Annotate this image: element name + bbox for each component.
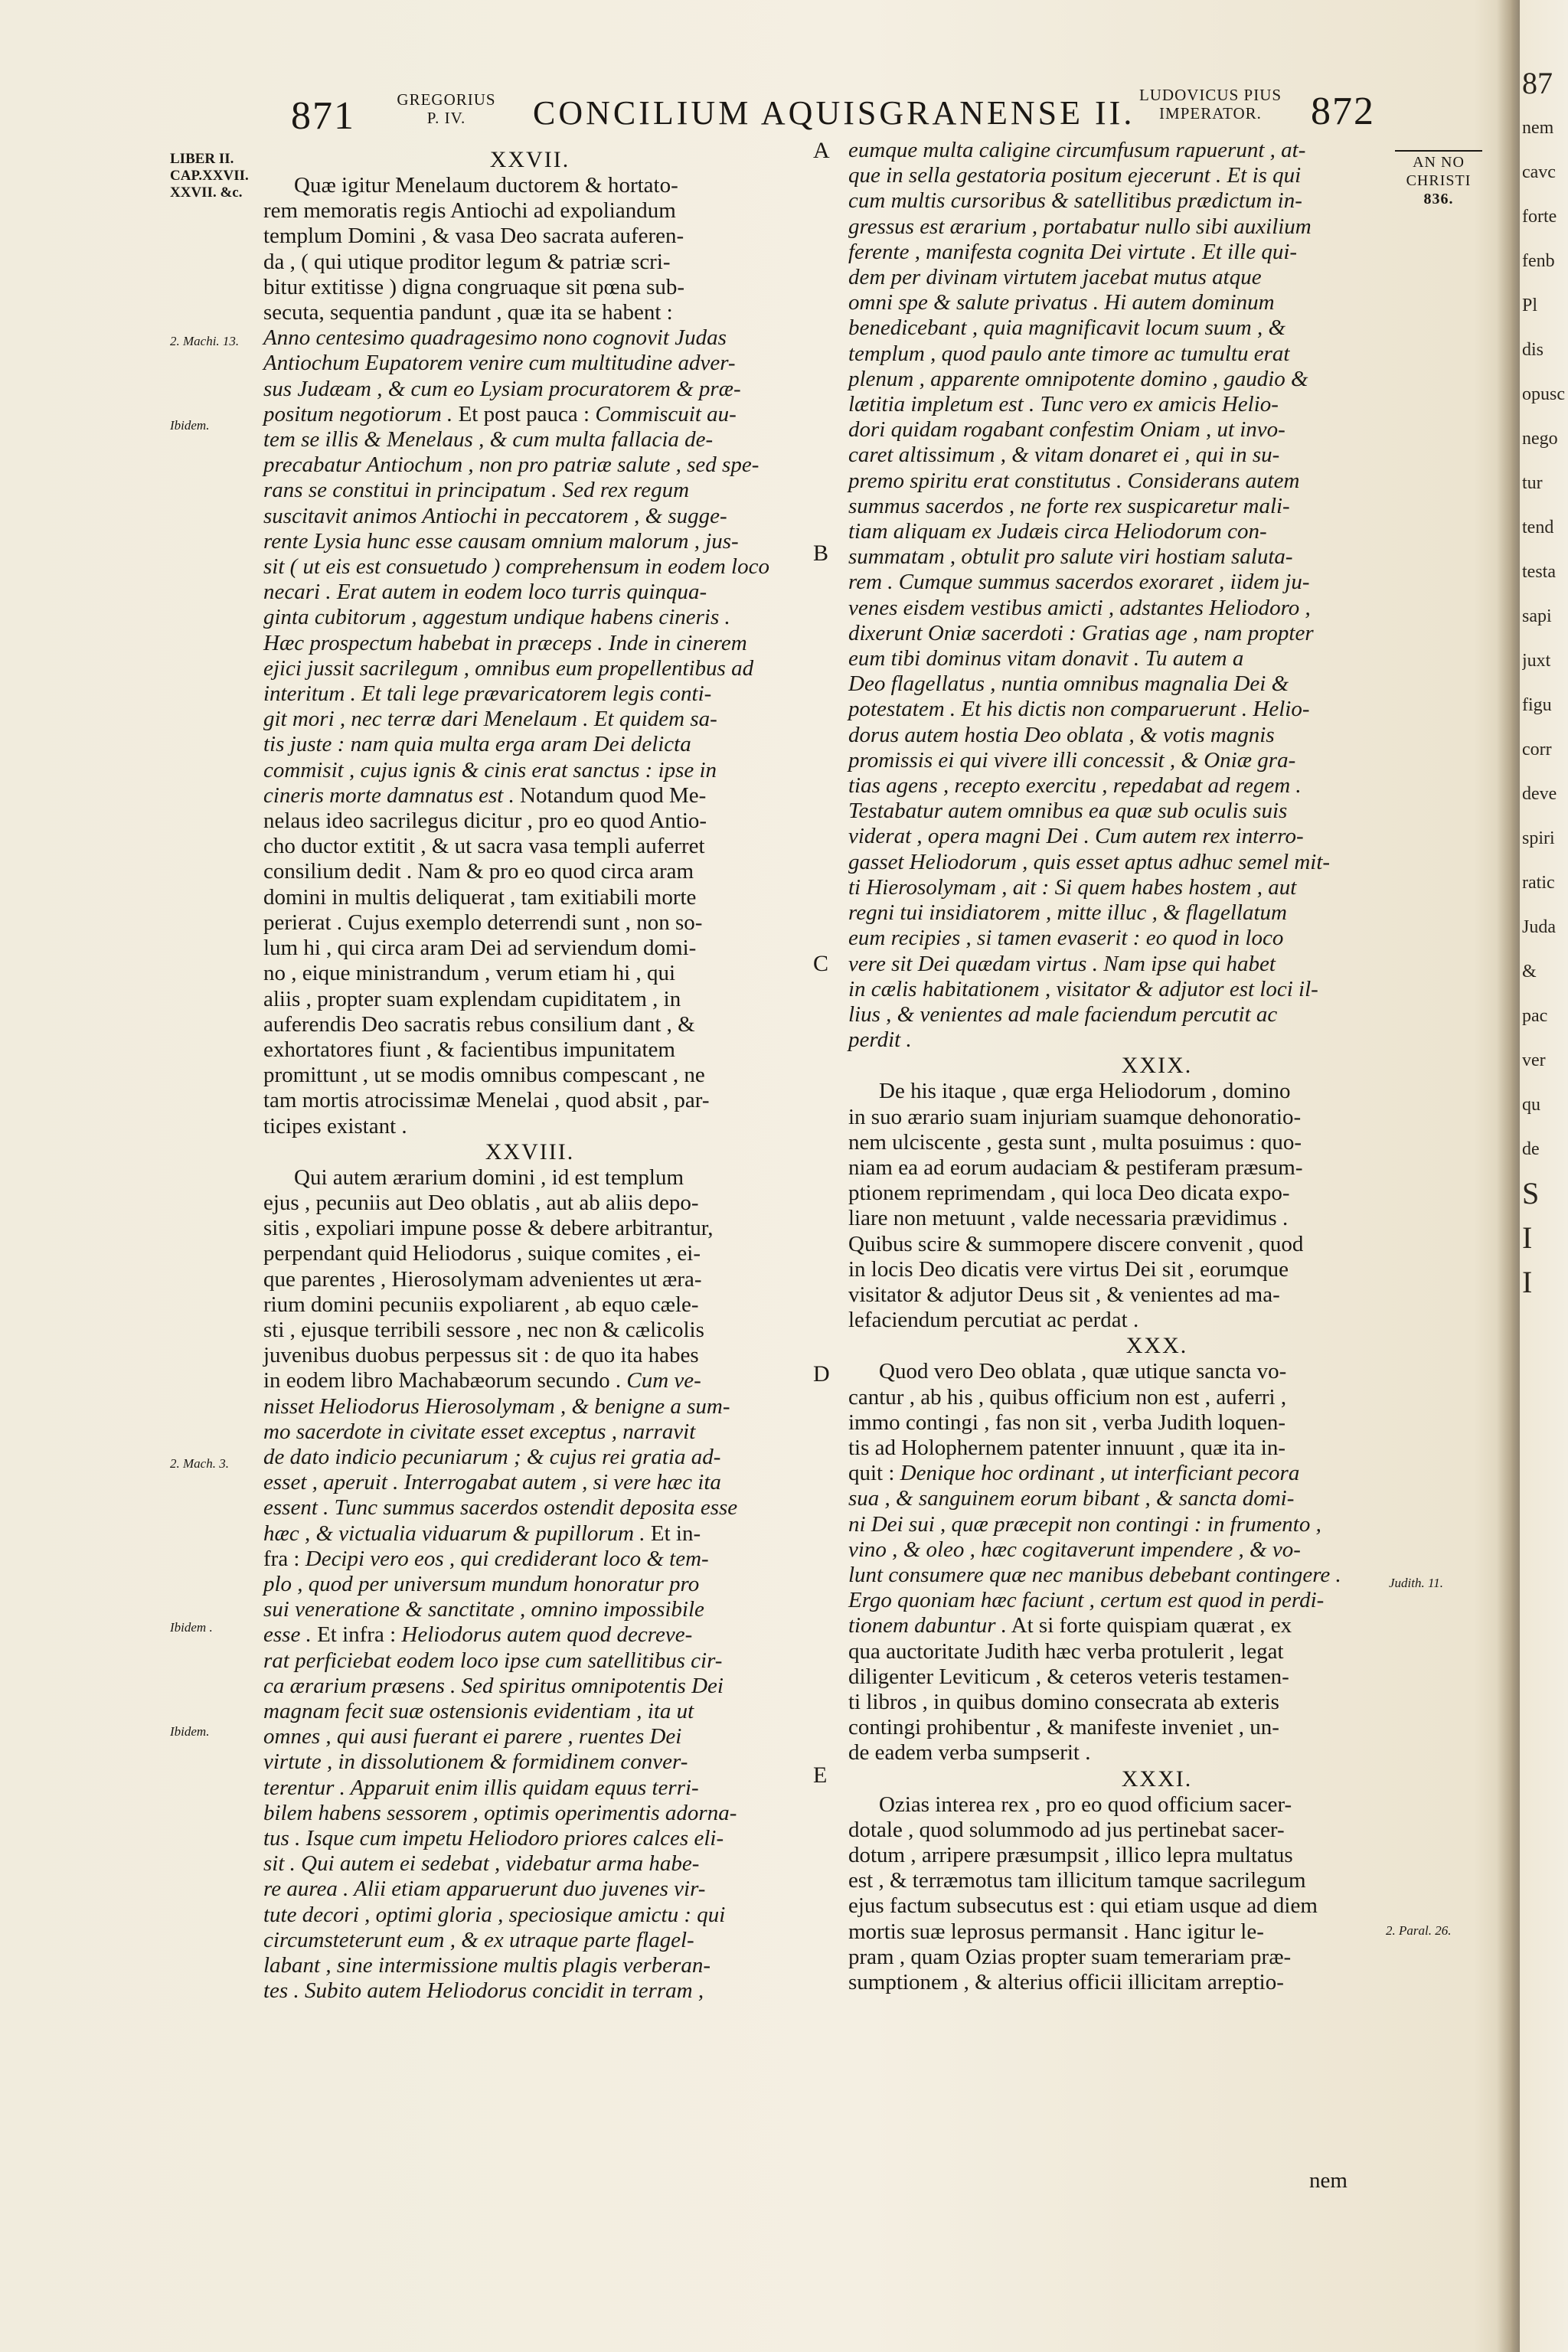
next-page-fragment: qu [1522,1095,1540,1115]
text-line: templum Domini , & vasa Deo sacrata auferen- [263,224,684,249]
text-line: Quibus scire & summopere discere convenit , quod [848,1231,1304,1256]
text-line: perdit . [848,1027,912,1053]
text-line: Qui autem ærarium domini , id est templum [294,1165,684,1190]
text-line: perpendant quid Heliodorus , suique comites , ei- [263,1241,701,1266]
next-page-fragment: figu [1522,695,1552,715]
text-line: interitum . Et tali lege prævaricatorem legis conti- [263,681,712,707]
text-line: sitis , expoliari impune posse & debere arbitrantur, [263,1216,714,1241]
text-line: terentur . Apparuit enim illis quidam equus terri- [263,1775,699,1800]
text-line: essent . Tunc summus sacerdos ostendit deposita esse [263,1495,738,1521]
next-page-fragment: Pl [1522,296,1538,315]
next-page-fragment: dis [1522,340,1544,360]
text-fragment: Notandum quod Me- [514,782,707,808]
next-page-fragment: Juda [1522,917,1556,937]
page-number-left: 871 [291,94,355,138]
anno-year: 836. [1423,191,1454,207]
quote-heliodorus-continued [848,138,1465,1053]
next-page-fragment: juxt [1522,651,1551,671]
margin-reference: Ibidem. [170,1724,210,1739]
text-line: que parentes , Hierosolymam advenientes ut æra- [263,1266,702,1292]
text-line: circumsteterunt eum , & ex utraque parte flagel- [263,1927,694,1952]
header-emperor-title: IMPERATOR. [1159,104,1262,122]
text-line: tes . Subito autem Heliodorus concidit in terram , [263,1978,704,2004]
next-page-fragment: testa [1522,562,1556,582]
text-line: Testabatur autem omnibus ea quæ sub oculis suis [848,799,1288,824]
page-number-right: 872 [1311,90,1375,133]
text-line: immo contingi , fas non sit , verba Judith loquen- [848,1410,1286,1435]
text-line: venes eisdem vestibus amicti , adstantes Heliodoro , [848,595,1311,620]
section-letter: D [813,1361,830,1387]
margin-chapter: CAP.XXVII. [170,168,249,184]
next-page-fragment: ver [1522,1050,1546,1070]
text-line: liare non metuunt , valde necessaria prævidimus . [848,1206,1289,1231]
header-emperor-name: LUDOVICUS PIUS [1138,86,1282,104]
text-line: eum recipies , si tamen evaserit : eo quod in loco [848,926,1284,951]
next-page-fragment: sapi [1522,606,1552,626]
text-line: lunt consumere quæ nec manibus debebant contingere . [848,1562,1341,1587]
text-line: de eadem verba sumpserit . [848,1740,1091,1766]
text-line: summus sacerdos , ne forte rex suspicaretur mali- [848,493,1290,518]
quote-heliodorus-cont [263,1572,796,1622]
text-line: bitur extitisse ) digna congruaque sit pœna sub- [263,274,685,299]
text-line: omnes , qui ausi fuerant ei parere , ruentes Dei [263,1724,682,1749]
quote-fragment: positum negotiorum . [263,401,453,426]
text-line: templum , quod paulo ante timore ac tumultu erat [848,341,1290,366]
text-line: Ergo quoniam hæc faciunt , certum est quod in perdi- [848,1588,1325,1613]
text-line: rem . Cumque summus sacerdos exoraret , iidem ju- [848,570,1310,595]
text-line: rat perficiebat eodem loco ipse cum satellitibus cir- [263,1648,723,1673]
text-line: vere sit Dei quædam virtus . Nam ipse qui habet [848,951,1276,976]
text-line: plo , quod per universum mundum honoratur pro [263,1571,700,1596]
text-line: lætitia impletum est . Tunc vero ex amicis Helio- [848,392,1279,417]
next-page-fragment: I [1522,1265,1533,1299]
next-page-fragment: pac [1522,1006,1548,1026]
text-line: benedicebant , quia magnificavit locum suum , & [848,315,1286,341]
header-pope-name: GREGORIUS [397,90,496,109]
text-fragment: At si forte quispiam quærat , ex [1007,1613,1292,1638]
commentary-30 [848,1639,1465,1766]
text-line: ejus , pecuniis aut Deo oblatis , aut ab aliis depo- [263,1190,699,1215]
text-line: bilem habens sessorem , optimis operimentis adorna- [263,1800,737,1825]
text-fragment: quit : [848,1461,900,1486]
section-letter: C [813,951,829,976]
text-line: mo sacerdote in civitate esset exceptus , narravit [263,1419,696,1444]
text-line [263,402,796,427]
next-page-fragment: de [1522,1139,1540,1159]
next-page-fragment: opusc [1522,384,1565,404]
quote-maccabees-cont [263,427,796,783]
quote-heliodorus [263,1394,796,1521]
header-emperor [1122,86,1298,122]
text-line: consilium dedit . Nam & pro eo quod circa aram [263,859,694,884]
text-line: premo spiritu erat constitutus . Considerans autem [848,468,1300,493]
text-line: dem per divinam virtutem jacebat mutus atque [848,265,1262,290]
quote-fragment: tionem dabuntur . [848,1613,1008,1638]
catchword: nem [1309,2168,1348,2193]
section-letter: E [813,1762,828,1788]
margin-reference-judith: Judith. 11. [1389,1576,1443,1590]
text-line: mortis suæ leprosus permansit . Hanc igitur le- [848,1919,1264,1944]
text-line: ferente , manifesta cognita Dei virtute . Et ille qui- [848,239,1298,264]
text-line: magnam fecit suæ ostensionis evidentiam , ita ut [263,1698,694,1723]
text-line: ti libros , in quibus domino consecrata ab exteris [848,1689,1279,1714]
section-heading-29: XXIX. [1121,1053,1193,1079]
quote-fragment: Cum ve- [621,1368,701,1393]
text-line: ptionem reprimendam , qui loca Deo dicata expo- [848,1181,1290,1206]
text-line: suscitavit animos Antiochi in peccatorem , & sugge- [263,503,727,528]
text-line: nem ulciscente , gesta sunt , multa posuimus : quo- [848,1129,1302,1155]
text-line: da , ( qui utique proditor legum & patriæ scri- [263,249,671,274]
text-line: perierat . Cujus exemplo deterrendi sunt , non so- [263,910,703,935]
header-pope [389,90,504,127]
text-line: sus Judæam , & cum eo Lysiam procuratorem & præ- [263,376,741,401]
text-line: dorus autem hostia Deo oblata , & votis magnis [848,722,1275,747]
margin-reference: Ibidem. [170,418,210,433]
next-page-fragment: tend [1522,518,1554,537]
text-line: ejus factum subsecutus est : qui etiam usque ad diem [848,1893,1318,1919]
text-line: De his itaque , quæ erga Heliodorum , domino [879,1079,1291,1104]
text-line [263,1622,796,1648]
quote-fragment: Decipi vero eos , qui crediderant loco & tem- [305,1546,709,1571]
text-line: domini in multis deliquerat , tam exitiabili morte [263,884,697,910]
text-line: Anno centesimo quadragesimo nono cognovit Judas [263,325,727,351]
anno-label: AN NO [1413,154,1465,171]
margin-reference: 2. Mach. 3. [170,1456,229,1471]
text-line: Hæc prospectum habebat in præceps . Inde in cinerem [263,630,747,655]
text-line: Quod vero Deo oblata , quæ utique sancta vo- [879,1359,1287,1384]
quote-heliodorus-end [263,1648,796,2004]
quote-fragment: Commiscuit au- [595,401,737,426]
next-page-edge [1522,61,1568,1305]
text-line: eumque multa caligine circumfusum rapuerunt , at- [848,138,1306,162]
text-line [263,1521,796,1547]
text-line: ticipes existant . [263,1113,407,1138]
text-line: precabatur Antiochum , non pro patriæ salute , sed spe- [263,452,760,478]
quote-fragment: cineris morte damnatus est . [263,782,514,808]
text-line: rente Lysia hunc esse causam omnium malorum , jus- [263,528,739,554]
text-line: plenum , apparente omnipotente domino , gaudio & [848,366,1308,391]
text-fragment: Et post pauca : [452,401,596,426]
next-page-fragment: deve [1522,784,1557,804]
margin-liber: LIBER II. [170,151,234,167]
header-pope-number: P. IV. [426,109,466,127]
text-line: cantur , ab his , quibus officium non est , auferri , [848,1384,1287,1410]
next-page-fragment: S [1522,1176,1540,1210]
section-heading-30: XXX. [1125,1333,1188,1359]
text-line: diligenter Leviticum , & ceteros veteris testamen- [848,1664,1289,1689]
header-title: CONCILIUM AQUISGRANENSE II. [533,94,1135,132]
text-line: cho ductor extitit , & ut sacra vasa templi auferret [263,834,705,859]
margin-reference-paralipomenon: 2. Paral. 26. [1386,1923,1452,1938]
text-line: tias agens , recepto exercitu , repedabat ad regem . [848,773,1302,799]
text-line: summatam , obtulit pro salute viri hostiam saluta- [848,544,1293,570]
next-page-fragment: nem [1522,118,1554,138]
next-page-fragment: corr [1522,740,1552,760]
text-line [848,1461,1465,1486]
text-line: auferendis Deo sacratis rebus consilium dant , & [263,1011,695,1037]
text-line: qua auctoritate Judith hæc verba protulerit , legat [848,1638,1284,1664]
text-line: in cælis habitationem , visitator & adjutor est loci il- [848,976,1318,1001]
text-line: gasset Heliodorum , quis esset aptus adhuc semel mit- [848,849,1331,874]
text-fragment: in eodem libro Machabæorum secundo . [263,1368,622,1393]
text-line: gressus est ærarium , portabatur nullo sibi auxilium [848,214,1312,239]
text-line: sua , & sanguinem eorum bibant , & sancta domi- [848,1486,1295,1511]
text-line: re aurea . Alii etiam apparuerunt duo juvenes vir- [263,1877,706,1902]
quote-judith [848,1486,1465,1613]
text-line: labant , sine intermissione multis plagis verberan- [263,1953,710,1978]
text-line: dori quidam rogabant confestim Oniam , ut invo- [848,417,1285,443]
text-line: rans se constitui in principatum . Sed rex regum [263,478,690,503]
text-fragment: Et infra : [311,1622,402,1648]
text-line: tute decori , optimi gloria , speciosique amictu : qui [263,1902,726,1927]
text-line: ni Dei sui , quæ præcepit non contingi : in frumento , [848,1511,1321,1537]
next-page-fragment: tur [1522,473,1543,493]
text-line: ejici jussit sacrilegum , omnibus eum propellentibus ad [263,655,754,681]
text-line: lefaciendum percutiat ac perdat . [848,1308,1139,1333]
text-line: tem se illis & Menelaus , & cum multa fallacia de- [263,427,714,452]
margin-chapter-range: XXVII. &c. [170,185,243,201]
text-line: niam ea ad eorum audaciam & pestiferam præsum- [848,1155,1303,1180]
text-line: promissis ei qui vivere illi concessit , & Oniæ gra- [848,747,1296,773]
text-line: virtute , in dissolutionem & formidinem conver- [263,1749,688,1775]
text-line: Deo flagellatus , nuntia omnibus magnalia Dei & [848,671,1289,697]
text-line: rium domini pecuniis expoliarent , ab equo cæle- [263,1292,699,1317]
quote-fragment: Denique hoc ordinant , ut interficiant pecora [900,1461,1300,1486]
text-line: viderat , opera magni Dei . Cum autem rex interro- [848,824,1304,849]
text-line: ginta cubitorum , aggestum undique habens cineris . [263,605,730,630]
paragraph-28 [263,1165,796,1369]
text-line: nelaus ideo sacrilegus dicitur , pro eo quod Antio- [263,808,707,834]
next-page-fragment: spiri [1522,828,1555,848]
section-heading-27: XXVII. [489,147,570,172]
text-line: tis juste : nam quia multa erga aram Dei delicta [263,732,691,757]
section-heading-31: XXXI. [1121,1766,1193,1792]
next-page-fragment: I [1522,1220,1533,1255]
gutter-shadow [1497,0,1520,2352]
quote-fragment: Heliodorus autem quod decreve- [401,1622,693,1648]
quote-fragment: hæc , & victualia viduarum & pupillorum . [263,1521,645,1546]
text-line: necari . Erat autem in eodem loco turris quinqua- [263,580,707,605]
text-line: sui veneratione & sanctitate , omnino impossibile [263,1597,704,1622]
text-line: in locis Deo dicatis vere virtus Dei sit , eorumque [848,1256,1289,1282]
margin-reference: 2. Machi. 13. [170,334,240,348]
next-page-fragment: fenb [1522,251,1555,271]
text-line: eum tibi dominus vitam donavit . Tu autem a [848,646,1244,671]
text-line: ti Hierosolymam , ait : Si quem habes hostem , aut [848,874,1297,900]
text-line: dixerunt Oniæ sacerdoti : Gratias age , nam propter [848,620,1314,645]
text-line: tiam aliquam ex Judæis circa Heliodorum con- [848,519,1267,544]
text-line: pram , quam Ozias propter suam temerariam præ- [848,1944,1292,1969]
next-page-fragment: 87 [1522,66,1553,100]
paragraph-31 [848,1792,1465,1996]
text-fragment: Et in- [645,1521,701,1546]
right-column [848,138,1465,1995]
text-line: potestatem . Et his dictis non comparuerunt . Helio- [848,697,1310,722]
text-line: lum hi , qui circa aram Dei ad serviendum domi- [263,936,697,961]
text-line: juvenibus duobus perpessus sit : de quo ita habes [263,1343,699,1368]
text-line: nisset Heliodorus Hierosolymam , & benigne a sum- [263,1393,730,1419]
quote-maccabees [263,325,796,402]
text-line: promittunt , ut se modis omnibus compescant , ne [263,1063,705,1088]
text-line: caret altissimum , & vitam donaret ei , qui in su- [848,443,1280,468]
text-line: omni spe & salute privatus . Hi autem dominum [848,290,1275,315]
text-line: sti , ejusque terribili sessore , nec non & cælicolis [263,1317,704,1342]
text-line: tus . Isque cum impetu Heliodoro priores calces eli- [263,1826,724,1851]
text-fragment: fra : [263,1546,305,1571]
text-line: sit . Qui autem ei sedebat , videbatur arma habe- [263,1851,700,1877]
quote-fragment: esse . [263,1622,312,1648]
paragraph-29 [848,1079,1465,1333]
text-line: est , & terræmotus tam illicitum tamque sacrilegum [848,1868,1306,1893]
text-line [263,783,796,808]
section-letter: A [813,138,830,163]
text-line: git mori , nec terræ dari Menelaum . Et quidem sa- [263,707,717,732]
text-line: vino , & oleo , hæc cogitaverunt impendere , & vo- [848,1537,1301,1562]
text-line: dotum , arripere præsumpsit , illico lepra multatus [848,1843,1293,1867]
text-line: secuta, sequentia pandunt , quæ ita se habent : [263,300,673,325]
text-line [263,1368,796,1393]
text-line: tis ad Holophernem patenter innuunt , quæ ita in- [848,1435,1286,1460]
next-page-fragment: cavc [1522,162,1556,182]
anno-christi-label: CHRISTI [1406,172,1472,189]
text-line: sit ( ut eis est consuetudo ) comprehensum in eodem loco [263,554,769,580]
text-line: sumptionem , & alterius officii illicitam arreptio- [848,1970,1284,1995]
commentary-27 [263,808,796,1139]
text-line: tam mortis atrocissimæ Menelai , quod absit , par- [263,1088,710,1113]
text-line [263,1547,796,1572]
paragraph-30 [848,1359,1465,1461]
text-line: que in sella gestatoria positum ejecerunt . Et is qui [848,163,1302,188]
text-line: contingi prohibentur , & manifeste inveniet , un- [848,1715,1279,1740]
text-line: visitator & adjutor Deus sit , & venientes ad ma- [848,1282,1280,1307]
text-line: cum multis cursoribus & satellitibus prædictum in- [848,188,1302,214]
next-page-fragment: & [1522,962,1537,982]
text-line: dotale , quod solummodo ad jus pertinebat sacer- [848,1817,1285,1842]
text-line: esset , aperuit . Interrogabat autem , si vere hæc ita [263,1470,721,1495]
section-heading-28: XXVIII. [485,1138,575,1165]
text-line: in suo ærario suam injuriam suamque dehonoratio- [848,1104,1302,1129]
text-line: Ozias interea rex , pro eo quod officium sacer- [879,1792,1292,1817]
text-line: lius , & venientes ad male faciendum percutit ac [848,1001,1278,1027]
next-page-fragment: ratic [1522,873,1555,893]
text-line: Antiochum Eupatorem venire cum multitudine adver- [263,351,736,376]
text-line: commisit , cujus ignis & cinis erat sanctus : ipse in [263,757,717,782]
text-line: no , eique ministrandum , verum etiam hi , qui [263,961,676,986]
text-line: exhortatores fiunt , & facientibus impunitatem [263,1037,675,1062]
running-header [0,84,1501,145]
next-page-fragment: nego [1522,429,1558,449]
text-line: Quæ igitur Menelaum ductorem & hortato- [294,173,678,198]
text-line: regni tui insidiatorem , mitte illuc , & flagellatum [848,900,1287,926]
text-line: aliis , propter suam explendam cupiditatem , in [263,986,681,1011]
next-page-fragment: forte [1522,207,1557,227]
text-line: ca ærarium præsens . Sed spiritus omnipotentis Dei [263,1673,724,1698]
text-line: rem memoratis regis Antiochi ad expoliandum [263,198,676,224]
margin-reference: Ibidem . [170,1620,213,1635]
text-line: de dato indicio pecuniarum ; & cujus rei gratia ad- [263,1444,721,1469]
left-column [263,147,796,2004]
section-letter: B [813,541,829,566]
text-line [848,1613,1465,1638]
paragraph-27 [263,173,796,325]
